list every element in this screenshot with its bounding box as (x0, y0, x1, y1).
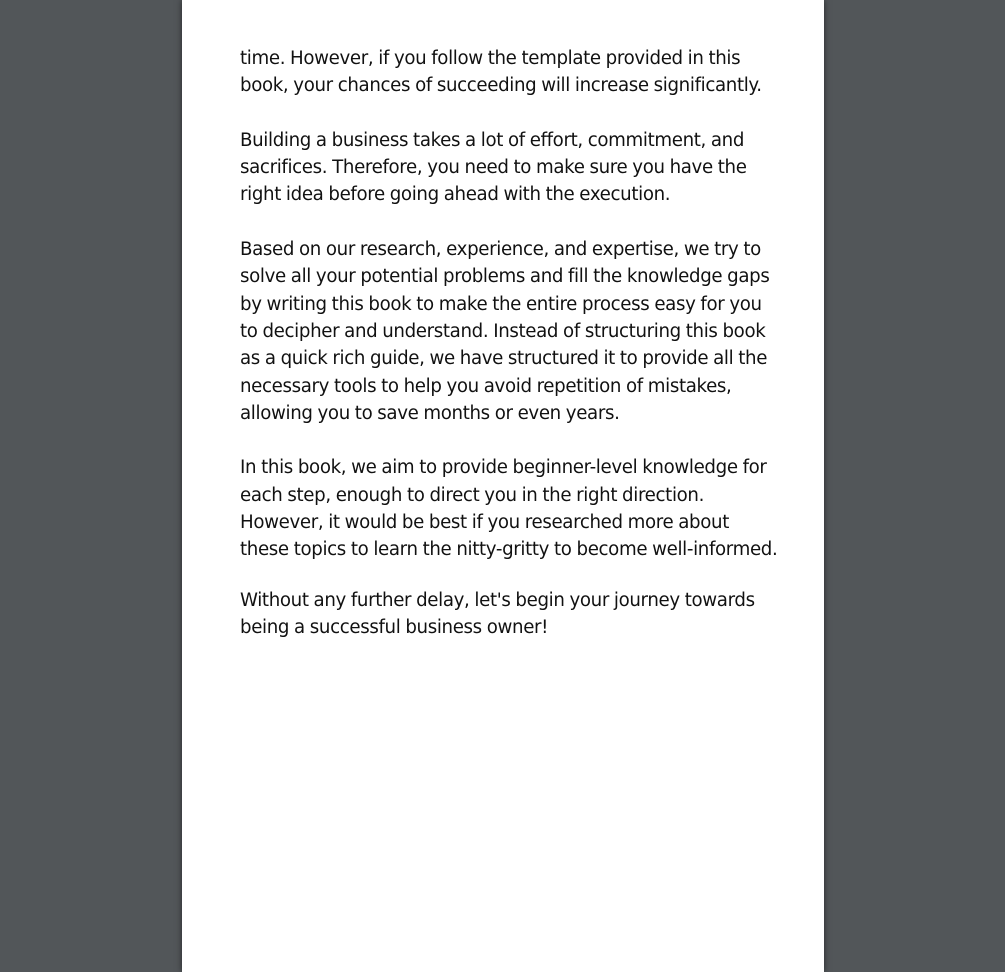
text-line: right idea before going ahead with the execution. (240, 184, 671, 206)
text-line: to decipher and understand. Instead of structuring this book (240, 320, 766, 342)
text-line: sacrifices. Therefore, you need to make sure you have the (240, 157, 747, 179)
paragraph-1 (240, 45, 770, 100)
text-line: by writing this book to make the entire process easy for you (240, 293, 762, 315)
paragraph-4 (240, 454, 778, 563)
text-line: Based on our research, experience, and expertise, we try to (240, 239, 761, 261)
text-line: Building a business takes a lot of effort, commitment, and (240, 129, 745, 151)
document-page (182, 0, 824, 972)
text-line: each step, enough to direct you in the right direction. (240, 484, 705, 506)
text-line: these topics to learn the nitty-gritty to become well-informed. (240, 539, 778, 561)
text-line: book, your chances of succeeding will increase significantly. (240, 75, 762, 97)
page-content (240, 45, 778, 641)
text-line: time. However, if you follow the template provided in this (240, 48, 741, 69)
text-line: However, it would be best if you researched more about (240, 512, 729, 534)
text-line: being a successful business owner! (240, 616, 549, 638)
text-line: as a quick rich guide, we have structured it to provide all the (240, 348, 768, 370)
paragraph-3 (240, 236, 770, 427)
text-line: necessary tools to help you avoid repetition of mistakes, (240, 375, 732, 397)
text-line: allowing you to save months or even years. (240, 402, 620, 424)
paragraph-5 (240, 587, 770, 642)
text-line: solve all your potential problems and fill the knowledge gaps (240, 266, 770, 288)
paragraph-2 (240, 127, 770, 209)
text-line: In this book, we aim to provide beginner-level knowledge for (240, 457, 767, 479)
text-line: Without any further delay, let's begin your journey towards (240, 589, 755, 611)
